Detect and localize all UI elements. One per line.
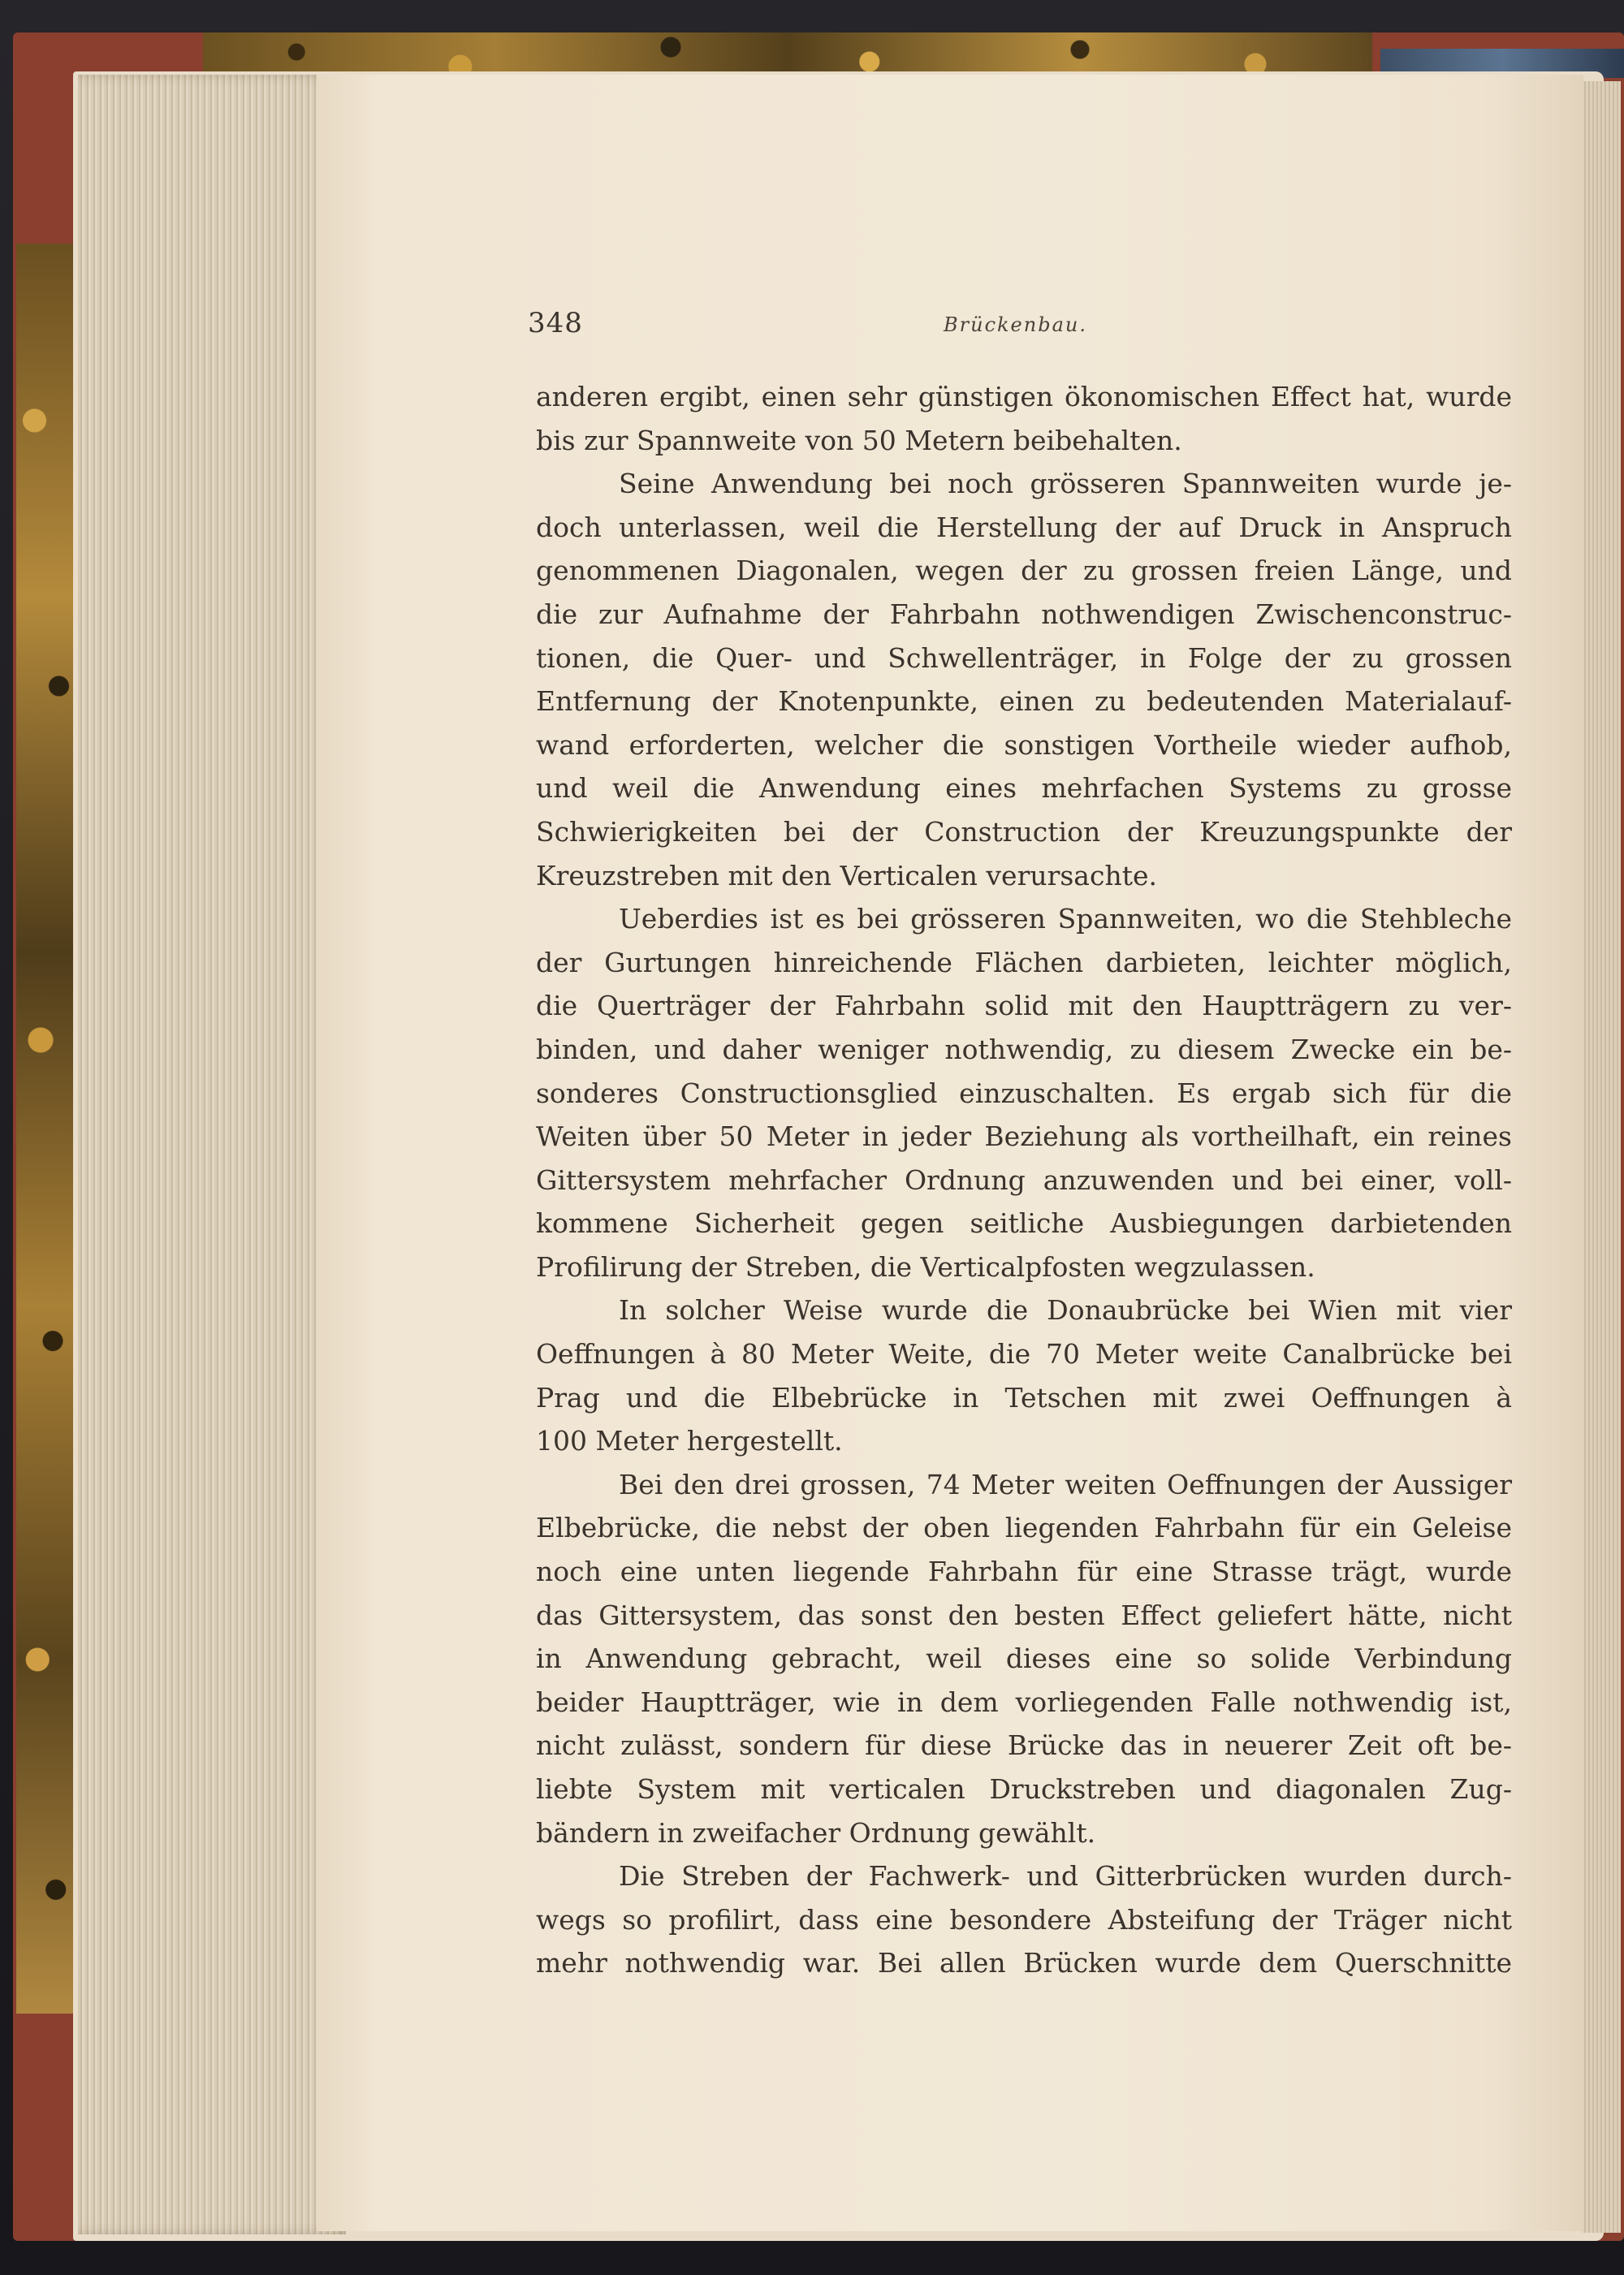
right-page-edges	[1582, 81, 1621, 2233]
text-line: Weiten über 50 Meter in jeder Beziehung als vortheilhaft, ein reines	[536, 1120, 1512, 1153]
page-number: 348	[528, 307, 583, 339]
text-line: nicht zulässt, sondern für diese Brücke das in neuerer Zeit oft be-	[536, 1729, 1512, 1762]
text-line: Bei den drei grossen, 74 Meter weiten Oeffnungen der Aussiger	[619, 1468, 1512, 1500]
text-line: Die Streben der Fachwerk- und Gitterbrücken wurden durch-	[619, 1860, 1512, 1893]
marbled-edge-left	[16, 244, 77, 2014]
text-line: binden, und daher weniger nothwendig, zu diesem Zwecke ein be-	[536, 1033, 1512, 1065]
text-line: Elbebrücke, die nebst der oben liegenden Fahrbahn für ein Geleise	[536, 1512, 1512, 1544]
text-line: sonderes Constructionsglied einzuschalten. Es ergab sich für die	[536, 1077, 1512, 1109]
text-line: liebte System mit verticalen Druckstreben und diagonalen Zug-	[536, 1773, 1512, 1805]
text-line: bändern in zweifacher Ordnung gewählt.	[536, 1816, 1096, 1849]
page-edges	[78, 75, 346, 2234]
text-line: In solcher Weise wurde die Donaubrücke bei Wien mit vier	[619, 1294, 1512, 1327]
text-line: doch unterlassen, weil die Herstellung der auf Druck in Anspruch	[536, 511, 1512, 543]
text-line: in Anwendung gebracht, weil dieses eine so solide Verbindung	[536, 1643, 1512, 1675]
text-line: Oeffnungen à 80 Meter Weite, die 70 Meter weite Canalbrücke bei	[536, 1338, 1512, 1371]
text-line: Schwierigkeiten bei der Construction der Kreuzungspunkte der	[536, 815, 1512, 848]
body-text	[536, 375, 1512, 1985]
running-title: Brückenbau.	[944, 313, 1087, 336]
text-line: Seine Anwendung bei noch grösseren Spannweiten wurde je-	[619, 468, 1512, 500]
text-line: mehr nothwendig war. Bei allen Brücken wurde dem Querschnitte	[536, 1947, 1512, 1979]
text-line: anderen ergibt, einen sehr günstigen ökonomischen Effect hat, wurde	[536, 381, 1512, 412]
text-line: die Querträger der Fahrbahn solid mit den Hauptträgern zu ver-	[536, 990, 1512, 1022]
text-line: Gittersystem mehrfacher Ordnung anzuwenden und bei einer, voll-	[536, 1163, 1512, 1196]
text-line: das Gittersystem, das sonst den besten Effect geliefert hätte, nicht	[536, 1599, 1512, 1631]
text-line: Ueberdies ist es bei grösseren Spannweiten, wo die Stehbleche	[619, 903, 1512, 935]
text-line: noch eine unten liegende Fahrbahn für eine Strasse trägt, wurde	[536, 1556, 1512, 1588]
page-header	[528, 307, 1535, 348]
text-line: und weil die Anwendung eines mehrfachen Systems zu grosse	[536, 772, 1512, 805]
text-line: Prag und die Elbebrücke in Tetschen mit zwei Oeffnungen à	[536, 1381, 1512, 1414]
text-line: wegs so profilirt, dass eine besondere Absteifung der Träger nicht	[536, 1903, 1512, 1936]
text-line: bis zur Spannweite von 50 Metern beibehalten.	[536, 424, 1182, 456]
text-line: Profilirung der Streben, die Verticalpfosten wegzulassen.	[536, 1250, 1315, 1283]
text-line: genommenen Diagonalen, wegen der zu grossen freien Länge, und	[536, 555, 1512, 587]
text-line: beider Hauptträger, wie in dem vorliegenden Falle nothwendig ist,	[536, 1686, 1512, 1718]
text-line: wand erforderten, welcher die sonstigen Vortheile wieder aufhob,	[536, 728, 1512, 761]
text-line: tionen, die Quer- und Schwellenträger, in Folge der zu grossen	[536, 641, 1512, 674]
text-line: Entfernung der Knotenpunkte, einen zu bedeutenden Materialauf-	[536, 685, 1512, 718]
text-line: kommene Sicherheit gegen seitliche Ausbiegungen darbietenden	[536, 1207, 1512, 1240]
text-line: der Gurtungen hinreichende Flächen darbieten, leichter möglich,	[536, 946, 1512, 978]
text-line: 100 Meter hergestellt.	[536, 1425, 843, 1457]
text-line: die zur Aufnahme der Fahrbahn nothwendigen Zwischenconstruc-	[536, 598, 1512, 630]
text-line: Kreuzstreben mit den Verticalen verursachte.	[536, 859, 1157, 891]
